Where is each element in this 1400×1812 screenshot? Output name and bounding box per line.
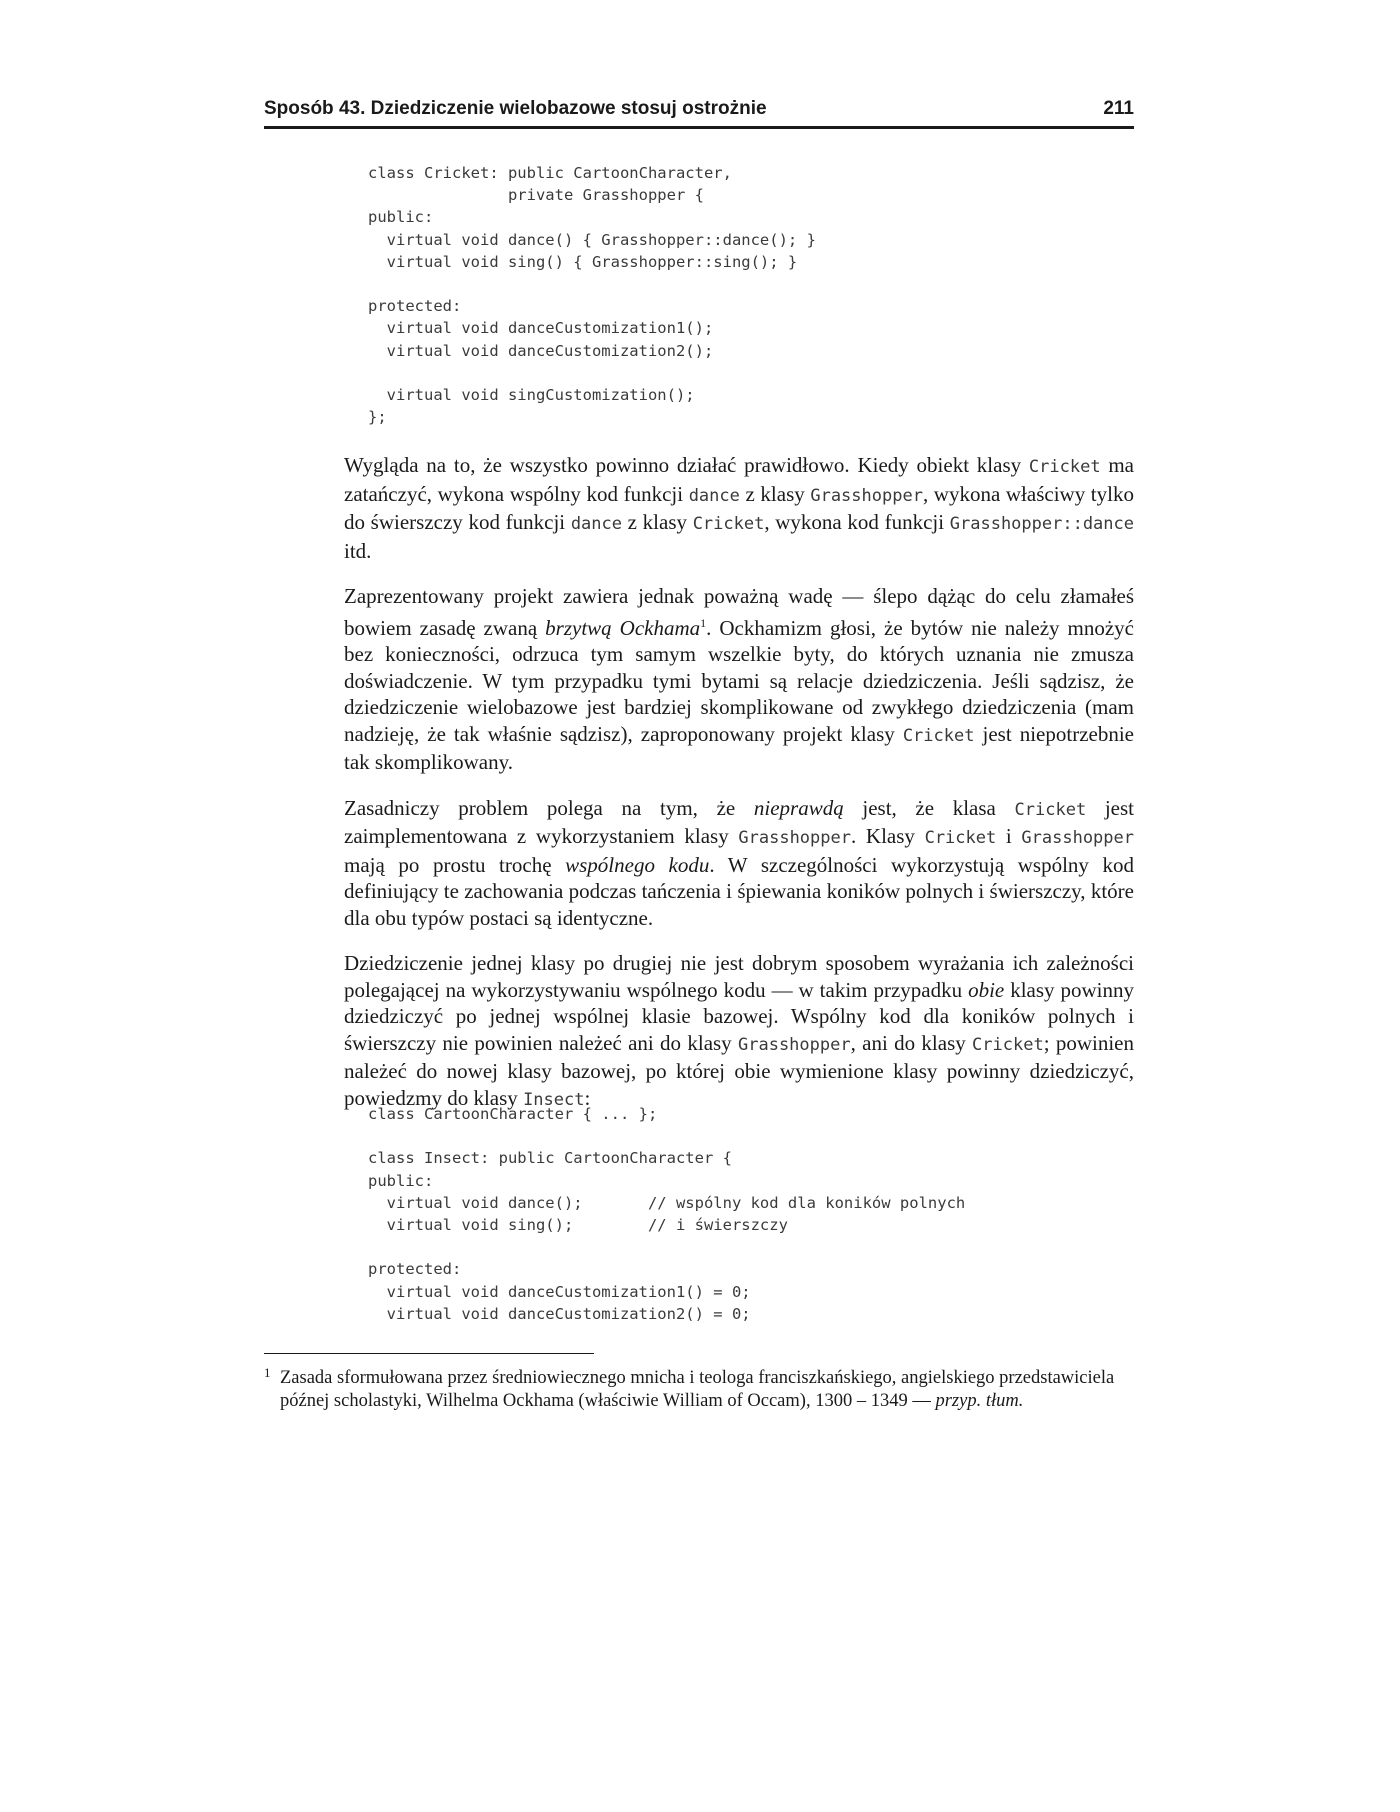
- inline-code: Grasshopper: [738, 828, 851, 848]
- section-title: Sposób 43. Dziedziczenie wielobazowe stosuj ostrożnie: [264, 98, 767, 119]
- inline-code: dance: [570, 514, 622, 534]
- paragraph: Wygląda na to, że wszystko powinno działać prawidłowo. Kiedy obiekt klasy Cricket ma zatańczyć, wykona wspólny kod funkcji dance z klasy Grasshopper, wykona właściwy tylko do świerszczy kod funkcji dance z klasy Cricket, wykona kod funkcji Grasshopper::dance itd.: [344, 453, 1135, 563]
- emphasis: obie: [968, 977, 1005, 1002]
- footnote-mark: 1: [264, 1365, 271, 1380]
- inline-code: Grasshopper: [810, 485, 923, 506]
- footnote-ref[interactable]: 1: [700, 615, 707, 630]
- paragraph: Zaprezentowany projekt zawiera jednak poważną wadę — ślepo dążąc do celu złamałeś bowiem zasadę zwaną brzytwą Ockhama$^1$. Ockhamizm głosi, że bytów nie należy mnożyć bez konieczności, odrzuca tym samym wszelkie byty, do których uznania nie zmusza doświadczenie. W tym przypadku tymi bytami są relacje dziedziczenia. Jeśli sądzisz, że dziedziczenie wielobazowe jest bardziej skomplikowane od zwykłego dziedziczenia (mam nadzieję, że tak właśnie sądzisz), zaproponowany projekt klasy Cricket jest niepotrzebnie tak skomplikowany.: [344, 584, 1135, 774]
- running-header: [264, 96, 1134, 129]
- footnote: [264, 1367, 1134, 1413]
- inline-code: Cricket: [692, 514, 765, 534]
- emphasis: nieprawdą: [753, 795, 844, 820]
- code-block-cricket: class Cricket: public CartoonCharacter, private Grasshopper { public: virtual void dance() { Grasshopper::dance(); } virtual void sing() { Grasshopper::sing(); } protected: virtual void danceCustomization1(); virtual void danceCustomization2(); virtual void singCustomization(); };: [368, 164, 816, 427]
- inline-code: Cricket: [1014, 799, 1087, 820]
- inline-code: Cricket: [972, 1034, 1044, 1055]
- inline-code: dance: [688, 485, 740, 506]
- paragraph: Dziedziczenie jednej klasy po drugiej nie jest dobrym sposobem wyrażania ich zależności polegającej na wykorzystywaniu wspólnego kodu — w takim przypadku obie klasy powinny dziedziczyć po jednej wspólnej klasie bazowej. Wspólny kod dla koników polnych i świerszczy nie powinien należeć ani do klasy Grasshopper, ani do klasy Cricket; powinien należeć do nowej klasy bazowej, po której obie wymienione klasy powinny dziedziczyć, powiedzmy do klasy Insect:: [344, 951, 1134, 1110]
- inline-code: Insect: [523, 1089, 585, 1110]
- code-block-insect: class CartoonCharacter { ... }; class Insect: public CartoonCharacter { public: virtual void dance(); // wspólny kod dla koników polnych virtual void sing(); // i świerszczy protected: virtual void danceCustomization1() = 0; virtual void danceCustomization2() = 0;: [368, 1105, 966, 1323]
- footnote-text: Zasada sformułowana przez średniowiecznego mnicha i teologa franciszkańskiego, angielskiego przedstawiciela późnej scholastyki, Wilhelma Ockhama (właściwie William of Occam), 1300 – 1349 — przyp. tłum.: [280, 1368, 1115, 1411]
- inline-code: Grasshopper: [1021, 828, 1134, 848]
- emphasis: przyp. tłum.: [935, 1391, 1024, 1411]
- inline-code: Cricket: [1028, 457, 1101, 477]
- paragraph: Zasadniczy problem polega na tym, że nieprawdą jest, że klasa Cricket jest zaimplementowana z wykorzystaniem klasy Grasshopper. Klasy Cricket i Grasshopper mają po prostu trochę wspólnego kodu. W szczególności wykorzystują wspólny kod definiujący te zachowania podczas tańczenia i śpiewania koników polnych i świerszczy, które dla obu typów postaci są identyczne.: [344, 795, 1135, 930]
- footnote-divider: [264, 1353, 594, 1354]
- body-text: [344, 452, 1134, 1132]
- emphasis: brzytwą Ockhama: [545, 615, 701, 640]
- page-number: 211: [1103, 98, 1134, 119]
- emphasis: wspólnego kodu: [565, 852, 710, 877]
- inline-code: Cricket: [902, 725, 975, 746]
- inline-code: Grasshopper: [738, 1034, 851, 1055]
- inline-code: Cricket: [924, 828, 997, 848]
- inline-code: Grasshopper::dance: [949, 514, 1134, 534]
